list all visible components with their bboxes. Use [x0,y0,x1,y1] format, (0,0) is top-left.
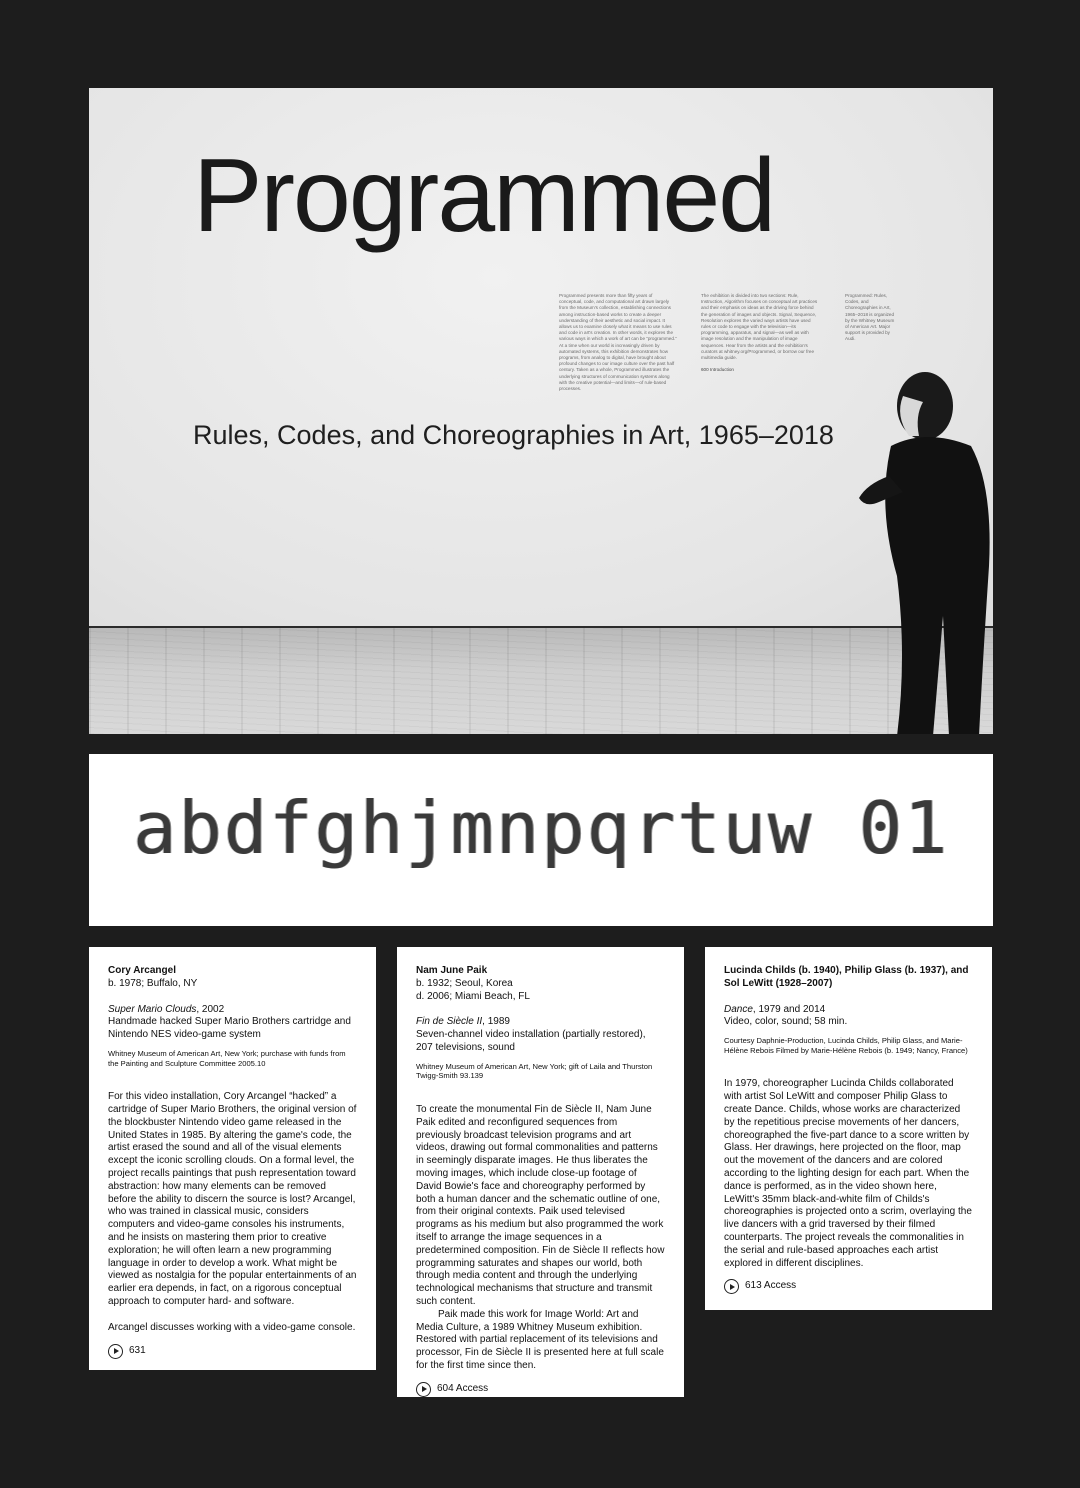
work-date: , 2002 [196,1003,225,1015]
audio-stop-number: 613 Access [745,1280,797,1292]
audio-guide-stop[interactable] [724,1279,973,1294]
intro-text-1: Programmed presents more than fifty years of conceptual, code, and computational art drawn largely from the Museum's collection, establishing connections among instruction-based works to create a deeper understanding of their aesthetic and social impact. It allows us to examine closely what it means to use rules and code in art's creation. In other words, it explores the various ways in which a work of art can be “programmed.” At a time when our world is increasingly driven by automated systems, this exhibition demonstrates how programs, from analog to digital, have brought about profound changes to our image culture over the past half century. Taken as a whole, Programmed illustrates the underlying structures of communication systems along with the creative potential—and limits—of rule-based processes. [559,293,677,392]
wall-label-paik [397,947,684,1397]
artist-name: Lucinda Childs (b. 1940), Philip Glass (b. 1937), and Sol LeWitt (1928–2007) [724,965,969,989]
bio-line: b. 1978; Buffalo, NY [108,977,198,989]
artist-name: Nam June Paik [416,965,488,976]
credit-line: Whitney Museum of American Art, New York; purchase with funds from the Painting and Sculpture Committee 2005.10 [108,1048,346,1068]
work-medium: Handmade hacked Super Mario Brothers cartridge and Nintendo NES video-game system [108,1016,351,1041]
credit-line: Courtesy Daphnie-Production, Lucinda Childs, Philip Glass, and Marie-Hélène Rebois Filmed by Marie-Hélène Rebois (b. 1949; Nancy, France) [724,1036,968,1055]
body-paragraph: To create the monumental Fin de Siècle II, Nam June Paik edited and reconfigured sequences from previously broadcast television programs and art videos, drawing out formal commonalities and patterns in seemingly disparate images. He thus liberates the moving images, which include close-up footage of David Bowie's face and choreography performed by both a human dancer and the schematic outline of one, from their original contexts. Paik used televised programs as his medium but also programmed the work itself to arrange the image sequences in a predetermined composition. Fin de Siècle II reflects how programming saturates and shapes our world, both through media content and through the underlying technological mechanisms that structure and transmit such content. [416,1103,665,1307]
gallery-photo [89,88,993,734]
intro-credit-column [845,293,897,343]
body-paragraph: For this video installation, Cory Arcangel “hacked” a cartridge of Super Mario Brothers, the original version of the blockbuster Nintendo video game released in the United States in 1985. By altering the game's code, the artist erased the sound and all of the visual elements except the iconic scrolling clouds. On a formal level, the project recalls paintings that push representation toward abstraction: how many elements can be removed before the ability to discern the source is lost? Arcangel, who was trained in classical music, considers computers and video-game consoles his instruments, and he insists on mastering them prior to creative exploration; he will often learn a new programming language in order to develop a work. What might be viewed as nostalgia for the popular entertainments of an earlier era depends, in fact, on a rigorous conceptual approach to computer hard- and software. [108,1091,357,1307]
visitor-silhouette [841,366,991,734]
audio-stop-number: 631 [129,1344,146,1356]
work-title-line [724,1004,973,1017]
label-body [724,1078,973,1270]
audio-prompt: Arcangel discusses working with a video-game console. [108,1321,356,1333]
audio-stop-number: 604 Access [437,1382,489,1394]
bio-line: b. 1932; Seoul, Korea [416,977,513,989]
exhibition-subtitle: Rules, Codes, and Choreographies in Art, 1965–2018 [193,420,834,450]
work-medium: Video, color, sound; 58 min. [724,1016,848,1028]
play-icon[interactable] [108,1344,123,1359]
exhibition-title: Programmed [193,138,775,254]
bio-line: d. 2006; Miami Beach, FL [416,990,530,1002]
intro-text-column-2 [701,293,821,373]
work-title-line [108,1004,357,1017]
work-title: Fin de Siècle II [416,1016,483,1028]
label-body [416,1104,665,1373]
artist-bio [108,978,357,991]
play-icon[interactable] [416,1382,431,1397]
intro-text-column-1 [559,293,677,392]
wall-label-arcangel [89,947,376,1370]
work-medium: Seven-channel video installation (partially restored), 207 televisions, sound [416,1029,646,1053]
work-title-line [416,1016,665,1029]
audio-guide-stop[interactable] [108,1344,357,1359]
work-date: , 1989 [482,1016,510,1028]
audio-guide-stop[interactable] [416,1382,665,1397]
artist-name: Cory Arcangel [108,965,176,976]
specimen-glyphs: abdfghjmnpqrtuw 01 [133,786,950,870]
play-icon[interactable] [724,1279,739,1294]
work-title: Super Mario Clouds [108,1003,197,1015]
work-title: Dance [724,1003,753,1015]
label-body [108,1091,357,1309]
body-paragraph: In 1979, choreographer Lucinda Childs collaborated with artist Sol LeWitt and composer Philip Glass to create Dance. Childs, whose works are characterized by the repetitious precise movements of her dancers, choreographed the five-part dance to a score written by Glass. Her drawings, here projected on the floor, map out the movement of the dancers and are colored according to the lighting design for each part. When the dance is performed, as in the video shown here, LeWitt's 35mm black-and-white film of Childs's choreographies is projected onto a scrim, overlaying the live dancers with a grid traversed by their filmed counterparts. The project reveals the commonalities in the serial and rule-based approaches each artist explored in different disciplines. [724,1078,972,1269]
wall-label-childs [705,947,992,1310]
intro-text-2: The exhibition is divided into two sections: Rule, Instruction, Algorithm focuses on conceptual art practices and their emphasis on ideas as the driving force behind the generation of images and objects. Signal, Sequence, Resolution explores the varied ways artists have used rules or code to engage with the television—its programming, apparatus, and signal—as well as with image resolution and the manipulation of image sequences. Hear from the artists and the exhibition's curators at whitney.org/Programmed, or borrow our free multimedia guide. [701,293,818,361]
work-date: , 1979 and 2014 [752,1003,826,1015]
artist-bio [416,978,665,1004]
intro-audio-tag: 600 Introduction [701,367,734,373]
credit-line: Whitney Museum of American Art, New York; gift of Laila and Thurston Twigg-Smith 93.139 [416,1061,653,1081]
typeface-specimen [89,754,993,926]
body-paragraph: Paik made this work for Image World: Art and Media Culture, a 1989 Whitney Museum exhibition. Restored with partial replacement of its televisions and processor, Fin de Siècle II is presented here at full scale for the first time since then. [416,1308,664,1371]
intro-credit-text: Programmed: Rules, Codes, and Choreographies in Art, 1965–2018 is organized by the Whitney Museum of American Art. Major support is provided by Audi. [845,293,895,342]
